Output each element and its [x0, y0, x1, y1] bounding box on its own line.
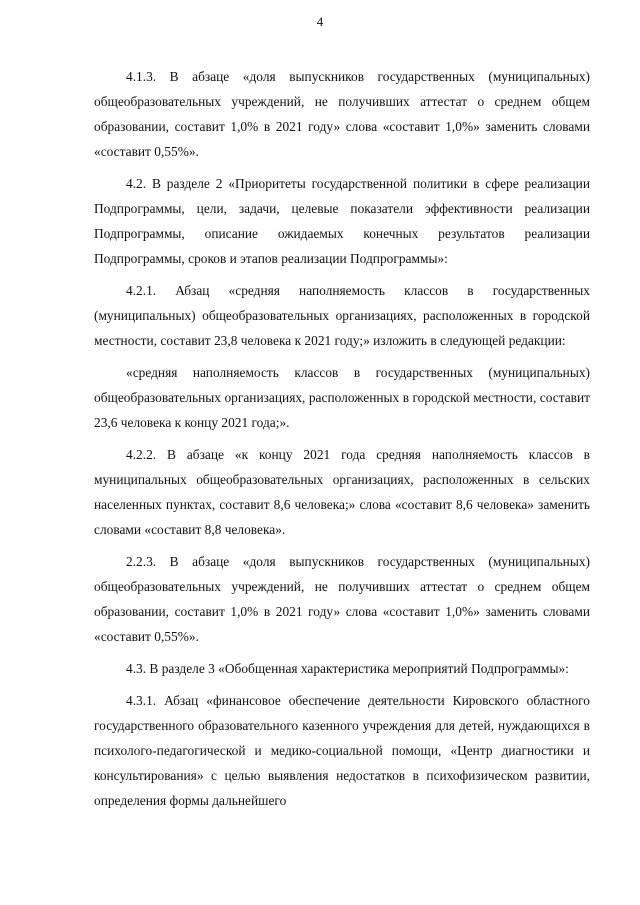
- paragraph-4-3: 4.3. В разделе 3 «Обобщенная характеристика мероприятий Подпрограммы»:: [126, 661, 569, 676]
- paragraph-4-2: 4.2. В разделе 2 «Приоритеты государственной политики в сфере реализации Подпрограммы, цели, задачи, целевые показатели эффективности реализации Подпрограммы, описание ожидаемых конечных результатов реализации Подпрограммы, сроков и этапов реализации Подпрограммы»:: [94, 176, 590, 266]
- paragraph-4-1-3: 4.1.3. В абзаце «доля выпускников государственных (муниципальных) общеобразовательных учреждений, не получивших аттестат о среднем общем образовании, составит 1,0% в 2021 году» слова «составит 1,0%» заменить словами «составит 0,55%».: [94, 69, 590, 159]
- paragraph-4-3-1: 4.3.1. Абзац «финансовое обеспечение деятельности Кировского областного государственного образовательного казенного учреждения для детей, нуждающихся в психолого-педагогической и медико-социальной помощи, «Центр диагностики и консультирования» с целью выявления недостатков в психофизическом развитии, определения формы дальнейшего: [94, 693, 590, 808]
- document-body: [94, 64, 590, 820]
- page-number: 4: [316, 14, 324, 29]
- paragraph-quote-new-wording: «средняя наполняемость классов в государственных (муниципальных) общеобразовательных организациях, расположенных в городской местности, составит 23,6 человека к концу 2021 года;».: [94, 365, 590, 430]
- paragraph-4-2-1: 4.2.1. Абзац «средняя наполняемость классов в государственных (муниципальных) общеобразовательных организациях, расположенных в городской местности, составит 23,8 человека к 2021 году;» изложить в следующей редакции:: [94, 283, 590, 348]
- paragraph-4-2-2: 4.2.2. В абзаце «к концу 2021 года средняя наполняемость классов в муниципальных общеобразовательных организациях, расположенных в сельских населенных пунктах, составит 8,6 человека;» слова «составит 8,6 человека» заменить словами «составит 8,8 человека».: [94, 447, 590, 537]
- paragraph-2-2-3: 2.2.3. В абзаце «доля выпускников государственных (муниципальных) общеобразовательных учреждений, не получивших аттестат о среднем общем образовании, составит 1,0% в 2021 году» слова «составит 1,0%» заменить словами «составит 0,55%».: [94, 554, 590, 644]
